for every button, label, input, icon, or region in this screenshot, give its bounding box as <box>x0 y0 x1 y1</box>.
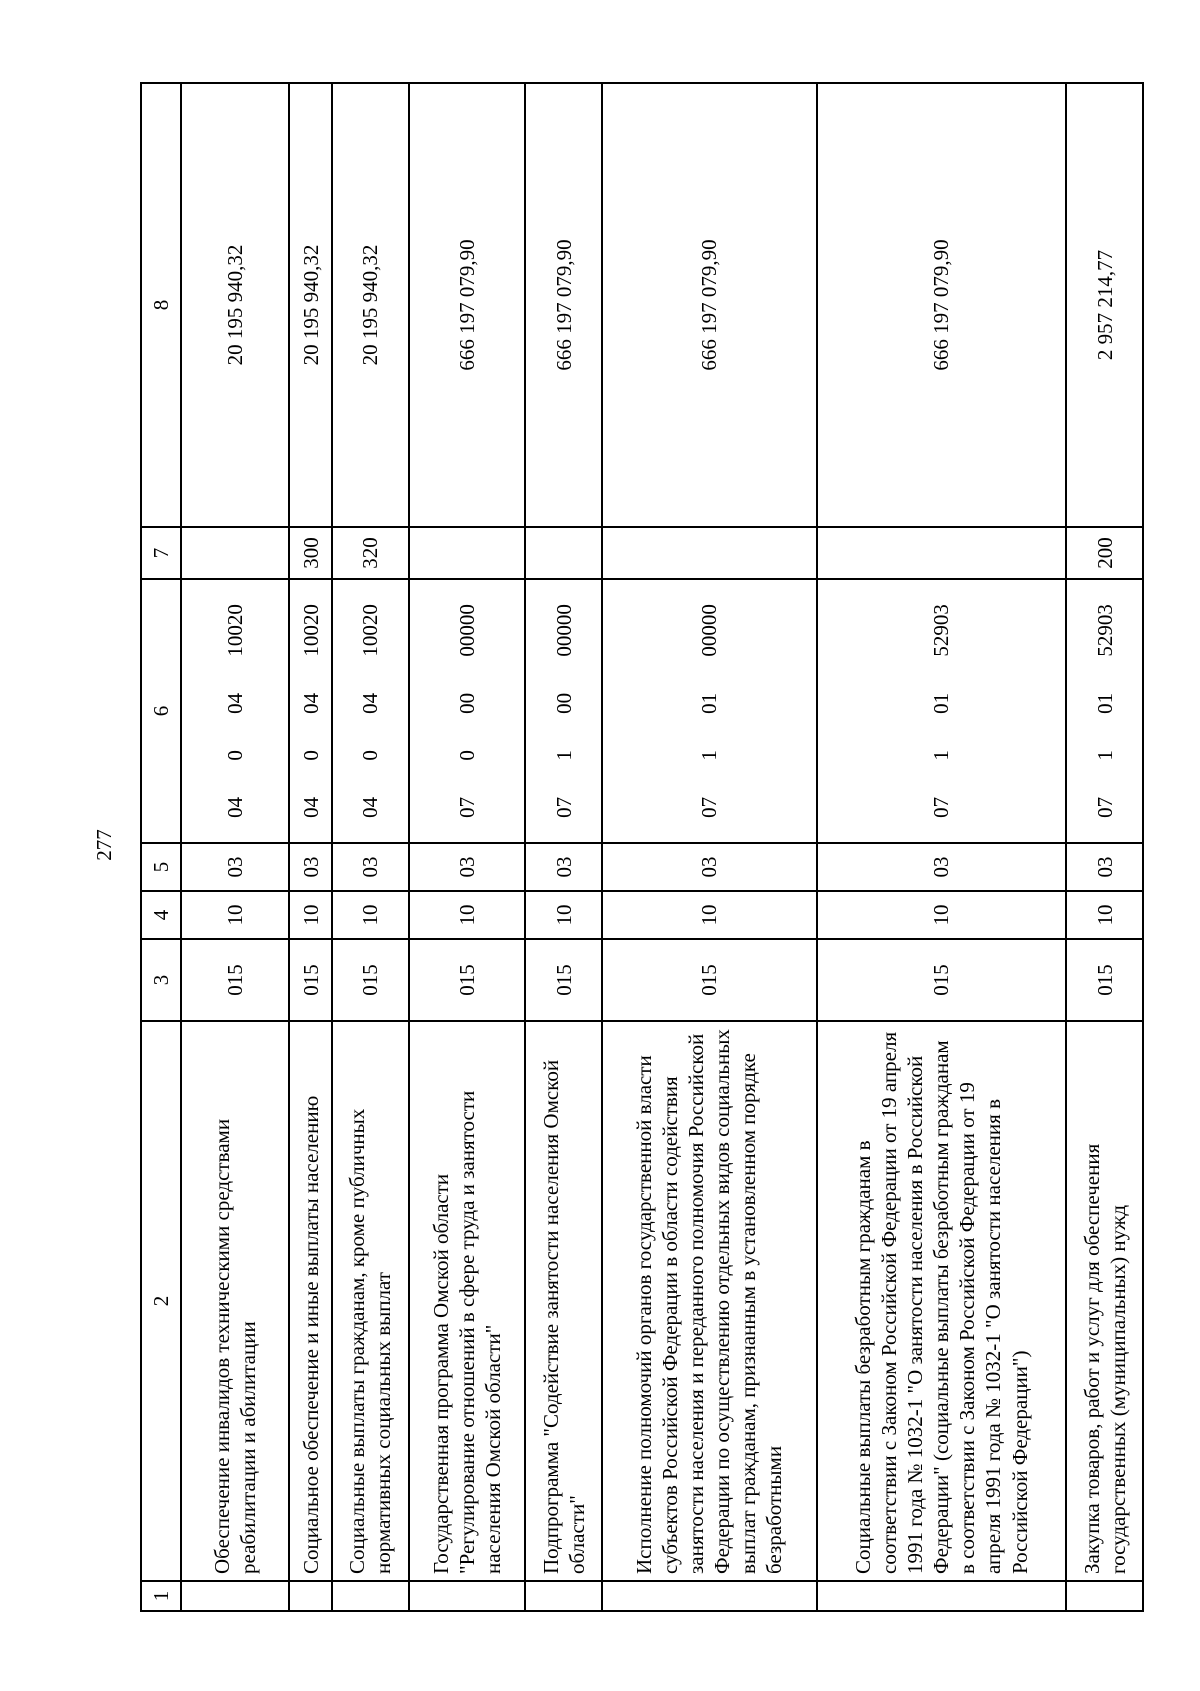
target-code-cell <box>289 579 331 843</box>
amount: 20 195 940,32 <box>181 83 290 527</box>
row-name: Государственная программа Омской области "Регулирование отношений в сфере труда и занятости населения Омской области" <box>409 1021 526 1581</box>
event-code: 04 <box>298 692 323 714</box>
column-header: 3 <box>141 939 181 1021</box>
section-code: 10 <box>602 891 817 939</box>
page-number: 277 <box>92 829 116 861</box>
target-code-cell <box>332 579 409 843</box>
amount: 20 195 940,32 <box>332 83 409 527</box>
column-header: 2 <box>141 1021 181 1581</box>
direction-code: 10020 <box>358 604 383 657</box>
row-number <box>181 1581 290 1611</box>
row-name: Социальное обеспечение и иные выплаты населению <box>289 1021 331 1581</box>
row-number <box>525 1581 602 1611</box>
column-header: 6 <box>141 579 181 843</box>
direction-code: 00000 <box>697 604 722 657</box>
row-name: Закупка товаров, работ и услуг для обеспечения государственных (муниципальных) нужд <box>1066 1021 1143 1581</box>
event-code: 00 <box>551 692 576 714</box>
expense-type-code <box>602 527 817 579</box>
row-name: Обеспечение инвалидов техническими средствами реабилитации и абилитации <box>181 1021 290 1581</box>
event-code: 01 <box>929 692 954 714</box>
header-row <box>141 83 181 1611</box>
subprogram-code: 0 <box>298 750 323 761</box>
row-number <box>602 1581 817 1611</box>
subprogram-code: 1 <box>697 750 722 761</box>
program-code: 07 <box>697 796 722 818</box>
program-code: 04 <box>298 796 323 818</box>
section-code: 10 <box>1066 891 1143 939</box>
target-code-cell <box>525 579 602 843</box>
table-row <box>1066 83 1143 1611</box>
section-code: 10 <box>289 891 331 939</box>
table-body <box>181 83 1143 1611</box>
direction-code: 10020 <box>298 604 323 657</box>
subprogram-code: 1 <box>929 750 954 761</box>
subprogram-code: 0 <box>223 750 247 761</box>
admin-code: 015 <box>602 939 817 1021</box>
amount: 2 957 214,77 <box>1066 83 1143 527</box>
expense-type-code <box>181 527 290 579</box>
subsection-code: 03 <box>817 843 1066 891</box>
target-code-cell <box>181 579 290 843</box>
row-number <box>289 1581 331 1611</box>
expense-type-code <box>525 527 602 579</box>
table-row <box>817 83 1066 1611</box>
column-header: 7 <box>141 527 181 579</box>
row-number <box>1066 1581 1143 1611</box>
expense-type-code: 300 <box>289 527 331 579</box>
subsection-code: 03 <box>409 843 526 891</box>
admin-code: 015 <box>525 939 602 1021</box>
program-code: 07 <box>929 796 954 818</box>
amount: 666 197 079,90 <box>525 83 602 527</box>
subsection-code: 03 <box>181 843 290 891</box>
direction-code: 10020 <box>223 604 247 657</box>
program-code: 07 <box>551 796 576 818</box>
column-header: 4 <box>141 891 181 939</box>
table-row <box>289 83 331 1611</box>
table-row <box>332 83 409 1611</box>
subprogram-code: 1 <box>1092 750 1117 761</box>
expense-type-code: 200 <box>1066 527 1143 579</box>
row-number <box>332 1581 409 1611</box>
row-name: Исполнение полномочий органов государственной власти субъектов Российской Федерации в области содействия занятости населения и переданного полномочия Российской Федерации по осуществлению отдельных видов социальных выплат гражданам, признанным в установленном порядке безработными <box>602 1021 817 1581</box>
section-code: 10 <box>409 891 526 939</box>
expense-type-code <box>409 527 526 579</box>
target-code-cell <box>409 579 526 843</box>
program-code: 04 <box>223 796 247 818</box>
direction-code: 52903 <box>1092 604 1117 657</box>
program-code: 07 <box>1092 796 1117 818</box>
admin-code: 015 <box>332 939 409 1021</box>
target-code-cell <box>817 579 1066 843</box>
budget-table <box>140 82 1144 1612</box>
amount: 666 197 079,90 <box>602 83 817 527</box>
direction-code: 52903 <box>929 604 954 657</box>
target-code-cell <box>1066 579 1143 843</box>
amount: 666 197 079,90 <box>817 83 1066 527</box>
amount: 20 195 940,32 <box>289 83 331 527</box>
target-code-cell <box>602 579 817 843</box>
row-number <box>409 1581 526 1611</box>
table-row <box>409 83 526 1611</box>
subprogram-code: 0 <box>358 750 383 761</box>
row-name: Социальные выплаты гражданам, кроме публичных нормативных социальных выплат <box>332 1021 409 1581</box>
direction-code: 00000 <box>454 604 479 657</box>
program-code: 04 <box>358 796 383 818</box>
row-name: Социальные выплаты безработным гражданам в соответствии с Законом Российской Федерации от 19 апреля 1991 года № 1032-1 "О занятости населения в Российской Федерации" (социальные выплаты безработным гражданам в соответствии с Законом Российской Федерации от 19 апреля 1991 года № 1032-1 "О занятости населения в Российской Федерации") <box>817 1021 1066 1581</box>
event-code: 04 <box>358 692 383 714</box>
column-header: 1 <box>141 1581 181 1611</box>
event-code: 00 <box>454 692 479 714</box>
expense-type-code <box>817 527 1066 579</box>
section-code: 10 <box>525 891 602 939</box>
admin-code: 015 <box>289 939 331 1021</box>
subsection-code: 03 <box>332 843 409 891</box>
row-number <box>817 1581 1066 1611</box>
event-code: 01 <box>697 692 722 714</box>
table-row <box>525 83 602 1611</box>
direction-code: 00000 <box>551 604 576 657</box>
column-header: 5 <box>141 843 181 891</box>
table-row <box>602 83 817 1611</box>
row-name: Подпрограмма "Содействие занятости населения Омской области" <box>525 1021 602 1581</box>
amount: 666 197 079,90 <box>409 83 526 527</box>
subsection-code: 03 <box>289 843 331 891</box>
expense-type-code: 320 <box>332 527 409 579</box>
section-code: 10 <box>181 891 290 939</box>
table-row <box>181 83 290 1611</box>
subsection-code: 03 <box>1066 843 1143 891</box>
admin-code: 015 <box>181 939 290 1021</box>
column-header: 8 <box>141 83 181 527</box>
admin-code: 015 <box>409 939 526 1021</box>
subprogram-code: 1 <box>551 750 576 761</box>
admin-code: 015 <box>817 939 1066 1021</box>
subsection-code: 03 <box>525 843 602 891</box>
section-code: 10 <box>332 891 409 939</box>
admin-code: 015 <box>1066 939 1143 1021</box>
rotated-table-wrapper <box>140 84 1144 1612</box>
program-code: 07 <box>454 796 479 818</box>
subprogram-code: 0 <box>454 750 479 761</box>
subsection-code: 03 <box>602 843 817 891</box>
event-code: 01 <box>1092 692 1117 714</box>
section-code: 10 <box>817 891 1066 939</box>
event-code: 04 <box>223 692 247 714</box>
